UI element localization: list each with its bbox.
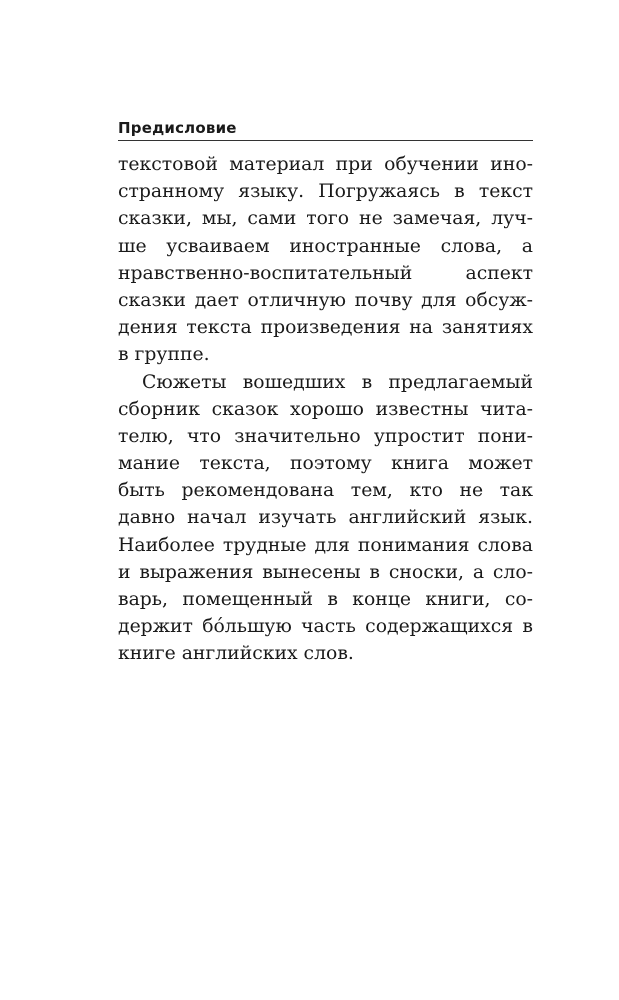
paragraph-1 (118, 151, 533, 369)
text-line: сборник сказок хорошо известны чита- (118, 398, 533, 420)
text-line: Сюжеты вошедших в предлагаемый (142, 371, 533, 393)
text-line: варь, помещенный в конце книги, со- (118, 589, 533, 610)
text-line: нравственно-воспитательный аспект (118, 262, 533, 284)
text-line: в группе. (118, 344, 210, 366)
running-head-title: Предисловие (118, 119, 237, 137)
text-line: сказки, мы, сами того не замечая, луч- (118, 208, 533, 230)
text-line: держит бóльшую часть содержащихся в (118, 616, 533, 638)
text-line: мание текста, поэтому книга может (118, 453, 533, 475)
paragraph-2 (118, 369, 533, 668)
text-line: давно начал изучать английский язык. (118, 507, 533, 529)
text-line: и выражения вынесены в сноски, а сло- (118, 561, 533, 583)
text-line: сказки дает отличную почву для обсуж- (118, 289, 533, 311)
text-line: дения текста произведения на занятиях (118, 317, 533, 339)
text-line: Наиболее трудные для понимания слова (118, 534, 533, 556)
text-line: быть рекомендована тем, кто не так (118, 480, 533, 502)
header-rule (118, 140, 533, 141)
text-line: книге английских слов. (118, 643, 354, 665)
body-text (118, 151, 533, 668)
text-line: странному языку. Погружаясь в текст (118, 181, 533, 203)
text-line: ше усваиваем иностранные слова, а (118, 235, 533, 257)
text-line: текстовой материал при обучении ино- (118, 154, 533, 175)
text-line: телю, что значительно упростит пони- (118, 425, 533, 447)
